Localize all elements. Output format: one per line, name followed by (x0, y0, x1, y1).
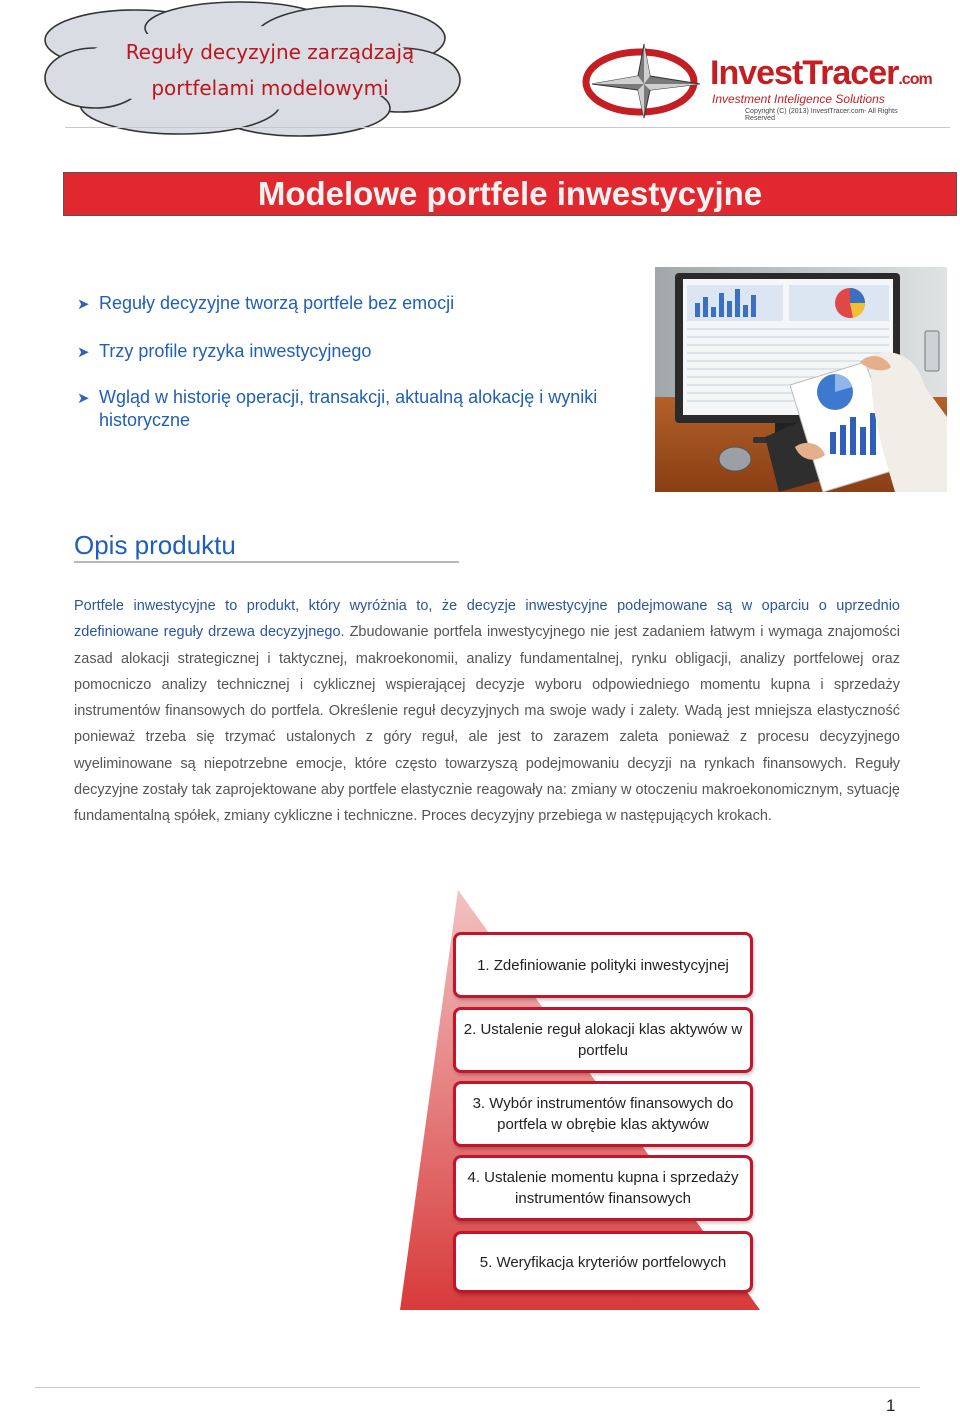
process-step-3 (453, 1081, 753, 1147)
cloud-title-line2: portfelami modelowymi (151, 76, 389, 100)
step-label: 3. Wybór instrumentów finansowych do portfela w obrębie klas aktywów (472, 1095, 734, 1133)
product-description (74, 593, 900, 830)
investtracer-logo[interactable] (582, 40, 932, 122)
step-label: 2. Ustalenie reguł alokacji klas aktywów w portfelu (463, 1021, 743, 1059)
logo-brand-suffix: .com (898, 71, 932, 88)
arrow-bullet-icon: ➤ (77, 344, 90, 361)
process-step-2 (453, 1007, 753, 1073)
process-step-5 (453, 1231, 753, 1293)
bullet-item (77, 292, 637, 315)
bullet-text: Wgląd w historię operacji, transakcji, aktualną alokację i wyniki historyczne (99, 387, 598, 430)
arrow-bullet-icon: ➤ (77, 296, 90, 313)
footer-divider (35, 1387, 920, 1388)
bullet-item (77, 386, 617, 432)
page-title-banner (63, 172, 957, 216)
bullet-item (77, 340, 637, 363)
section-underline (74, 561, 459, 563)
logo-brand: InvestTracer (710, 54, 899, 92)
cloud-title-line1: Reguły decyzyjne zarządzają (125, 40, 415, 64)
bullet-text: Trzy profile ryzyka inwestycyjnego (99, 341, 372, 361)
process-step-4 (453, 1155, 753, 1221)
section-title: Opis produktu (74, 530, 236, 560)
logo-tagline: Investment Inteligence Solutions (712, 92, 885, 106)
arrow-bullet-icon: ➤ (77, 390, 90, 407)
header-cloud (40, 0, 470, 140)
bullet-text: Reguły decyzyjne tworzą portfele bez emocji (99, 293, 455, 313)
step-label: 4. Ustalenie momentu kupna i sprzedaży instrumentów finansowych (467, 1169, 739, 1207)
description-intro: Portfele inwestycyjne to produkt, który wyróżnia to, że decyzje inwestycyjne podejmowane są w oparciu o uprzednio zdefiniowane reguły drzewa decyzyjnego. (74, 598, 900, 641)
compass-star-icon (582, 40, 710, 120)
page-number: 1 (886, 1396, 896, 1415)
process-step-1 (453, 932, 753, 998)
header-divider (65, 127, 950, 128)
analyst-photo-illustration (655, 267, 947, 492)
step-label: 1. Zdefiniowanie polityki inwestycyjnej (477, 956, 729, 974)
step-label: 5. Weryfikacja kryteriów portfelowych (479, 1253, 727, 1271)
page-title: Modelowe portfele inwestycyjne (257, 175, 763, 212)
analyst-photo (655, 267, 947, 492)
description-body: Zbudowanie portfela inwestycyjnego nie jest zadaniem łatwym i wymaga znajomości zasad alokacji strategicznej i taktycznej, makroekonomii, analizy fundamentalnej, rynku obligacji, analizy portfelowej oraz pomocniczo analizy technicznej i cyklicznej wspierającej decyzje wyboru odpowiedniego momentu kupna i sprzedaży instrumentów finansowych do portfela. Określenie reguł decyzyjnych ma swoje wady i zalety. Wadą jest mniejsza elastyczność ponieważ trzeba się trzymać ustalonych z góry reguł, ale jest to zarazem zaleta ponieważ z procesu decyzyjnego wyeliminowane są niepotrzebne emocje, które często towarzyszą podejmowaniu decyzji na rynkach finansowych. Reguły decyzyjne zostały tak zaprojektowane aby portfele elastycznie reagowały na: zmiany w otoczeniu makroekonomicznym, sytuację fundamentalną spółek, zmiany cykliczne i techniczne. Proces decyzyjny przebiega w następujących krokach. (74, 624, 900, 825)
logo-copyright: Copyright (C) (2013) InvestTracer.com- All Rights Reserved (745, 108, 898, 122)
